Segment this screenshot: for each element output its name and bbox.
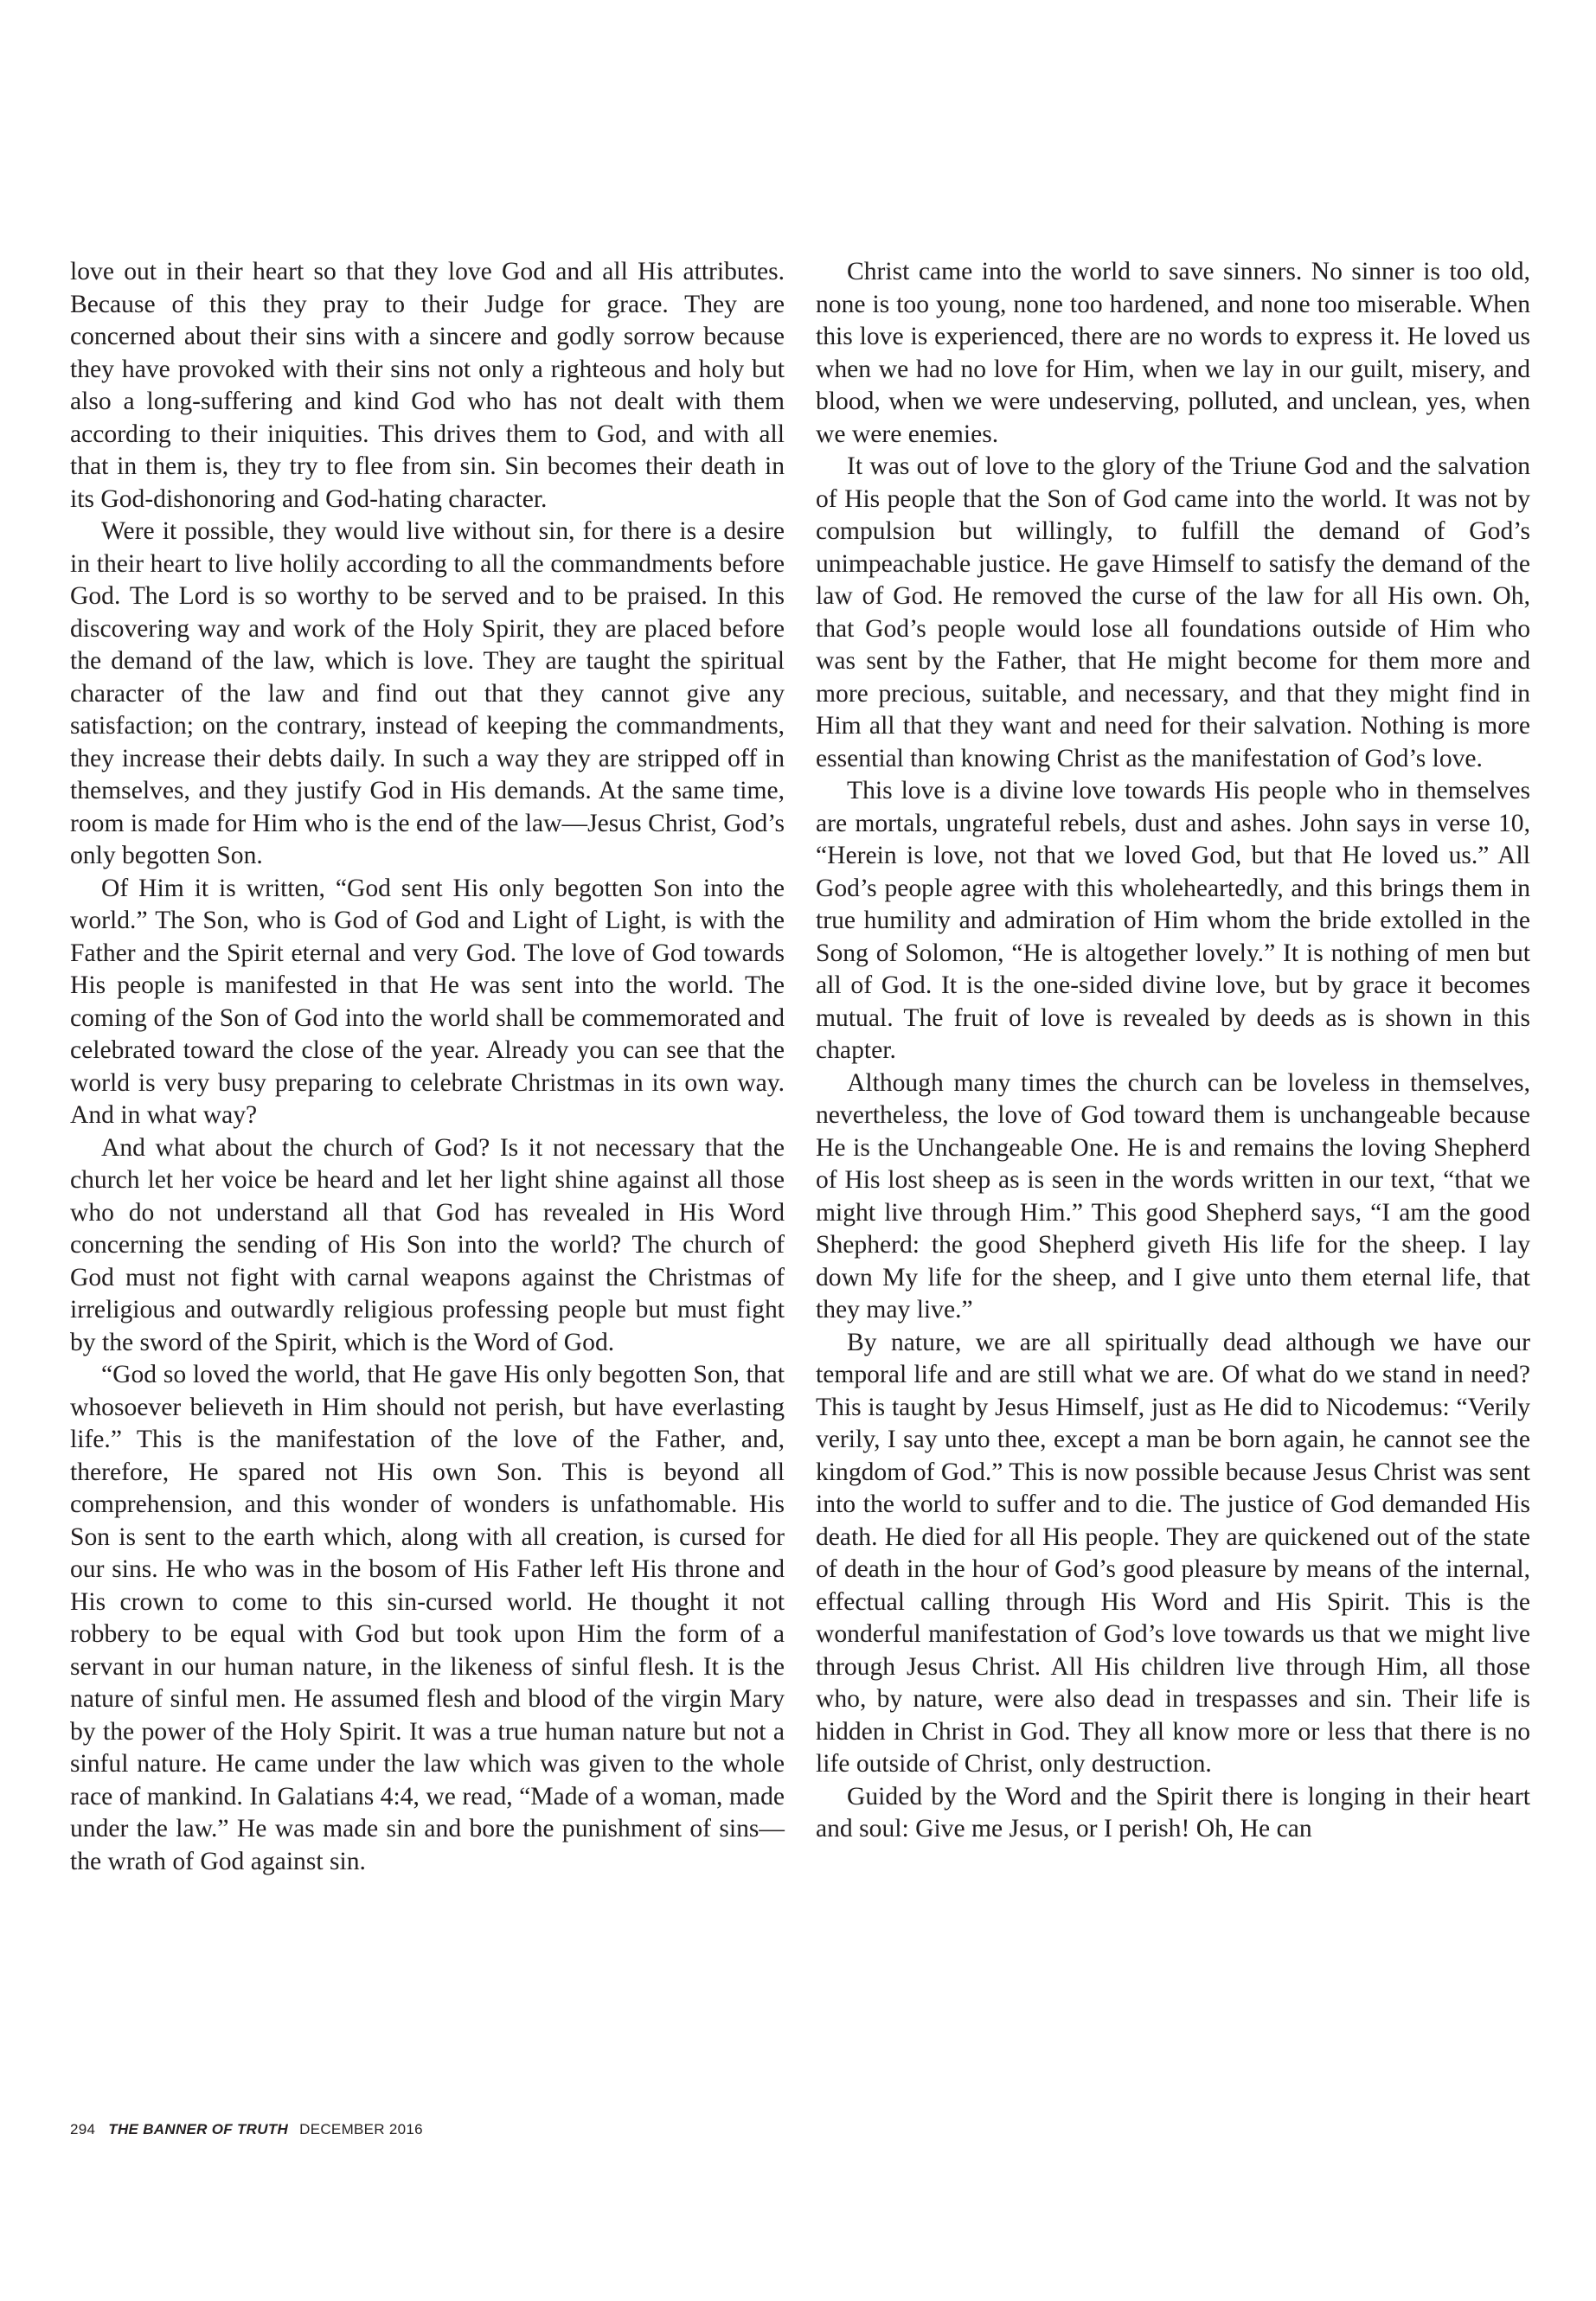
paragraph: Guided by the Word and the Spirit there is longing in their heart and soul: Give me Jesus, or I perish! Oh, He can xyxy=(816,1782,1530,1843)
paragraph: Of Him it is written, “God sent His only begotten Son into the world.” The Son, who is God of God and Light of Light, is with the Father and the Spirit eternal and very God. The love of God towards His people is manifested in that He was sent into the world. The coming of the Son of God into the world shall be commemorated and celebrated toward the close of the year. Already you can see that the world is very busy preparing to celebrate Christmas in its own way. And in what way? xyxy=(70,874,785,1129)
page-number: 294 xyxy=(70,2121,96,2138)
page-footer xyxy=(70,2121,423,2138)
left-text-column xyxy=(70,256,785,1878)
paragraph: And what about the church of God? Is it not necessary that the church let her voice be heard and let her light shine against all those who do not understand all that God has revealed in His Word concerning the sending of His Son into the world? The church of God must not fight with carnal weapons against the Christmas of irreligious and outwardly religious professing people but must fight by the sword of the Spirit, which is the Word of God. xyxy=(70,1133,785,1356)
paragraph: It was out of love to the glory of the Triune God and the salvation of His people that the Son of God came into the world. It was not by compulsion but willingly, to fulfill the demand of God’s unimpeachable justice. He gave Himself to satisfy the demand of the law of God. He removed the curse of the law for all His own. Oh, that God’s people would lose all foundations outside of Him who was sent by the Father, that He might become for them more and more precious, suitable, and necessary, and that they might find in Him all that they want and need for their salvation. Nothing is more essential than knowing Christ as the manifestation of God’s love. xyxy=(816,452,1530,772)
paragraph: This love is a divine love towards His people who in themselves are mortals, ungrateful rebels, dust and ashes. John says in verse 10, “Herein is love, not that we loved God, but that He loved us.” All God’s people agree with this wholeheartedly, and this brings them in true humility and admiration of Him whom the bride extolled in the Song of Solomon, “He is altogether lovely.” It is nothing of men but all of God. It is the one-sided divine love, but by grace it becomes mutual. The fruit of love is revealed by deeds as is shown in this chapter. xyxy=(816,777,1530,1064)
paragraph: Were it possible, they would live without sin, for there is a desire in their heart to live holily according to all the commandments before God. The Lord is so worthy to be served and to be praised. In this discovering way and work of the Holy Spirit, they are placed before the demand of the law, which is love. They are taught the spiritual character of the law and find out that they cannot give any satisfaction; on the contrary, instead of keeping the commandments, they increase their debts daily. In such a way they are stripped off in themselves, and they justify God in His demands. At the same time, room is made for Him who is the end of the law—Jesus Christ, God’s only begotten Son. xyxy=(70,517,785,869)
right-text-column xyxy=(816,256,1530,1846)
magazine-title: THE BANNER OF TRUTH xyxy=(108,2121,289,2138)
paragraph: Although many times the church can be loveless in themselves, nevertheless, the love of God toward them is unchangeable because He is the Unchangeable One. He is and remains the loving Shepherd of His lost sheep as is seen in the words written in our text, “that we might live through Him.” This good Shepherd says, “I am the good Shepherd: the good Shepherd giveth His life for the sheep. I lay down My life for the sheep, and I give unto them eternal life, that they may live.” xyxy=(816,1068,1530,1324)
paragraph: By nature, we are all spiritually dead although we have our temporal life and are still what we are. Of what do we stand in need? This is taught by Jesus Himself, just as He did to Nicodemus: “Verily verily, I say unto thee, except a man be born again, he cannot see the kingdom of God.” This is now possible because Jesus Christ was sent into the world to suffer and to die. The justice of God demanded His death. He died for all His people. They are quickened out of the state of death in the hour of God’s good pleasure by means of the internal, effectual calling through His Word and His Spirit. This is the wonderful manifestation of God’s love towards us that we might live through Jesus Christ. All His children live through Him, all those who, by nature, were also dead in trespasses and sin. Their life is hidden in Christ in God. They all know more or less that there is no life outside of Christ, only destruction. xyxy=(816,1328,1530,1778)
issue-date: DECEMBER 2016 xyxy=(299,2121,423,2138)
paragraph: love out in their heart so that they love God and all His attributes. Because of this they pray to their Judge for grace. They are concerned about their sins with a sincere and godly sorrow because they have provoked with their sins not only a righteous and holy but also a long-suffering and kind God who has not dealt with them according to their iniquities. This drives them to God, and with all that in them is, they try to flee from sin. Sin becomes their death in its God-dishonoring and God-hating character. xyxy=(70,258,785,513)
paragraph: “God so loved the world, that He gave His only begotten Son, that whosoever believeth in Him should not perish, but have everlasting life.” This is the manifestation of the love of the Father, and, therefore, He spared not His own Son. This is beyond all comprehension, and this wonder of wonders is unfathomable. His Son is sent to the earth which, along with all creation, is cursed for our sins. He who was in the bosom of His Father left His throne and His crown to come to this sin-cursed world. He thought it not robbery to be equal with God but took upon Him the form of a servant in our human nature, in the likeness of sinful flesh. It is the nature of sinful men. He assumed flesh and blood of the virgin Mary by the power of the Holy Spirit. It was a true human nature but not a sinful nature. He came under the law which was given to the whole race of mankind. In Galatians 4:4, we read, “Made of a woman, made under the law.” He was made sin and bore the punishment of sins—the wrath of God against sin. xyxy=(70,1361,785,1875)
paragraph: Christ came into the world to save sinners. No sinner is too old, none is too young, none too hardened, and none too miserable. When this love is experienced, there are no words to express it. He loved us when we had no love for Him, when we lay in our guilt, misery, and blood, when we were undeserving, polluted, and unclean, yes, when we were enemies. xyxy=(816,258,1530,448)
